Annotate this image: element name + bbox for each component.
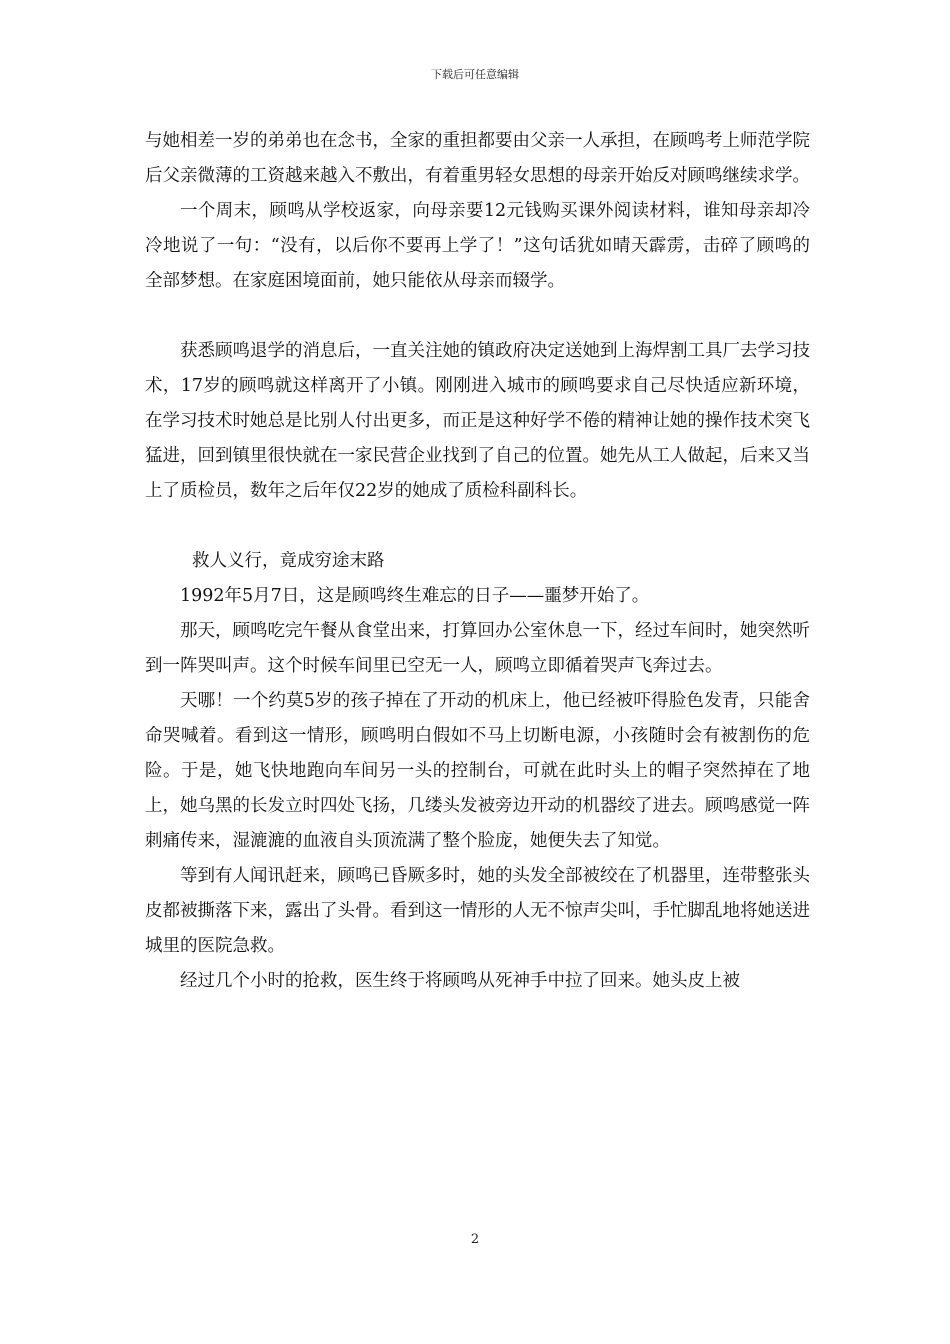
section-heading: 救人义行，竟成穷途末路 bbox=[192, 551, 385, 571]
paragraph-5: 那天，顾鸣吃完午餐从食堂出来，打算回办公室休息一下，经过车间时，她突然听到一阵哭叫声。这个时候车间里已空无一人，顾鸣立即循着哭声飞奔过去。 bbox=[145, 621, 810, 676]
paragraph-8: 经过几个小时的抢救，医生终于将顾鸣从死神手中拉了回来。她头皮上被 bbox=[180, 971, 740, 991]
paragraph-gap bbox=[145, 299, 810, 334]
paragraph-2: 一个周末，顾鸣从学校返家，向母亲要12元钱购买课外阅读材料，谁知母亲却冷冷地说了一句：“没有，以后你不要再上学了！”这句话犹如晴天霹雳，击碎了顾鸣的全部梦想。在家庭困境面前，她只能依从母亲而辍学。 bbox=[145, 201, 810, 291]
paragraph-7: 等到有人闻讯赶来，顾鸣已昏厥多时，她的头发全部被绞在了机器里，连带整张头皮都被撕落下来，露出了头骨。看到这一情形的人无不惊声尖叫，手忙脚乱地将她送进城里的医院急救。 bbox=[145, 866, 810, 956]
document-body bbox=[145, 124, 810, 999]
page-header: 下载后可任意编辑 bbox=[431, 68, 519, 81]
paragraph-4: 1992年5月7日，这是顾鸣终生难忘的日子——噩梦开始了。 bbox=[180, 586, 650, 606]
paragraph-gap bbox=[145, 509, 810, 544]
page-number: 2 bbox=[470, 1232, 480, 1247]
paragraph-6: 天哪！一个约莫5岁的孩子掉在了开动的机床上，他已经被吓得脸色发青，只能舍命哭喊着。看到这一情形，顾鸣明白假如不马上切断电源，小孩随时会有被割伤的危险。于是，她飞快地跑向车间另一头的控制台，可就在此时头上的帽子突然掉在了地上，她乌黑的长发立时四处飞扬，几缕头发被旁边开动的机器绞了进去。顾鸣感觉一阵刺痛传来，湿漉漉的血液自头顶流满了整个脸庞，她便失去了知觉。 bbox=[145, 691, 810, 851]
paragraph-3: 获悉顾鸣退学的消息后，一直关注她的镇政府决定送她到上海焊割工具厂去学习技术，17岁的顾鸣就这样离开了小镇。刚刚进入城市的顾鸣要求自己尽快适应新环境，在学习技术时她总是比别人付出更多，而正是这种好学不倦的精神让她的操作技术突飞猛进，回到镇里很快就在一家民营企业找到了自己的位置。她先从工人做起，后来又当上了质检员，数年之后年仅22岁的她成了质检科副科长。 bbox=[145, 341, 810, 501]
paragraph-1: 与她相差一岁的弟弟也在念书，全家的重担都要由父亲一人承担，在顾鸣考上师范学院后父亲微薄的工资越来越入不敷出，有着重男轻女思想的母亲开始反对顾鸣继续求学。 bbox=[145, 131, 810, 186]
